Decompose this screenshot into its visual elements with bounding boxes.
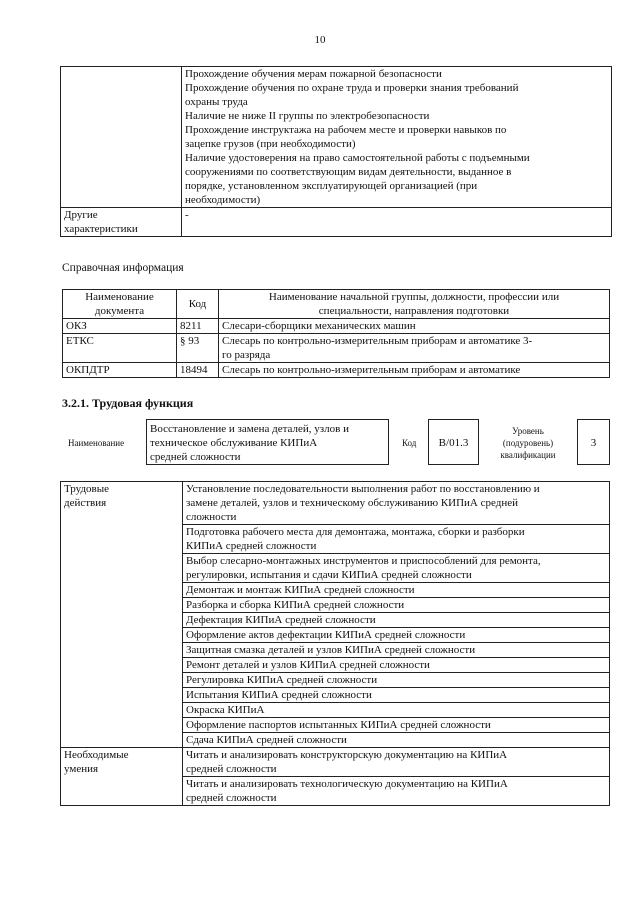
- label-line: Необходимые: [64, 749, 129, 761]
- labor-action: [183, 525, 610, 554]
- section-title: 3.2.1. Трудовая функция: [62, 396, 194, 410]
- table-row: [63, 334, 610, 363]
- requirement-line: Наличие не ниже II группы по электробезопасности: [185, 110, 430, 122]
- requirement-line: сооружениями по соответствующим видам деятельности, выданное в: [185, 166, 512, 178]
- label-line: действия: [64, 497, 107, 509]
- header-line: документа: [94, 305, 145, 317]
- action-line: регулировки, испытания и сдачи КИПиА средней сложности: [186, 569, 472, 581]
- requirements-label-cell: [61, 67, 182, 208]
- labor-action: Защитная смазка деталей и узлов КИПиА средней сложности: [183, 643, 610, 658]
- requirements-table: [60, 66, 612, 237]
- reference-table: [62, 289, 610, 378]
- function-name-line: техническое обслуживание КИПиА: [150, 437, 318, 449]
- function-name-line: Восстановление и замена деталей, узлов и: [150, 423, 349, 435]
- ref-name: Слесари-сборщики механических машин: [219, 319, 610, 334]
- ref-doc: ОКПДТР: [63, 363, 177, 378]
- qualification-level-label: [485, 425, 571, 461]
- ref-header-code: Код: [177, 290, 219, 319]
- requirement-line: Прохождение инструктажа на рабочем месте и проверки навыков по: [185, 124, 507, 136]
- labor-action: Разборка и сборка КИПиА средней сложности: [183, 598, 610, 613]
- ref-name: [219, 334, 610, 363]
- table-row: [61, 482, 610, 525]
- label-line: умения: [64, 763, 99, 775]
- function-code-label: Код: [402, 438, 417, 448]
- table-row: [61, 748, 610, 777]
- labor-action: Испытания КИПиА средней сложности: [183, 688, 610, 703]
- other-label-line: Другие: [64, 209, 98, 221]
- labor-action: Оформление паспортов испытанных КИПиА средней сложности: [183, 718, 610, 733]
- labor-action: Демонтаж и монтаж КИПиА средней сложности: [183, 583, 610, 598]
- qualification-level: 3: [577, 419, 610, 465]
- labor-action: [183, 554, 610, 583]
- action-line: Выбор слесарно-монтажных инструментов и приспособлений для ремонта,: [186, 555, 541, 567]
- skill-line: средней сложности: [186, 792, 277, 804]
- requirement-line: зацепке грузов (при необходимости): [185, 138, 356, 150]
- other-characteristics-value: -: [182, 208, 612, 237]
- table-row: [63, 363, 610, 378]
- ref-name-line: Слесарь по контрольно-измерительным приборам и автоматике 3-: [222, 335, 533, 347]
- ref-code: 18494: [177, 363, 219, 378]
- action-line: замене деталей, узлов и техническому обслуживанию КИПиА средней: [186, 497, 518, 509]
- function-name-label: Наименование: [68, 438, 125, 448]
- labor-action: Дефектация КИПиА средней сложности: [183, 613, 610, 628]
- ref-header-name: [219, 290, 610, 319]
- ref-code: § 93: [177, 334, 219, 363]
- ref-name: Слесарь по контрольно-измерительным приборам и автоматике: [219, 363, 610, 378]
- labor-action: Окраска КИПиА: [183, 703, 610, 718]
- ref-header-document: [63, 290, 177, 319]
- level-label-line: (подуровень): [502, 438, 554, 448]
- labor-action: Регулировка КИПиА средней сложности: [183, 673, 610, 688]
- ref-name-line: го разряда: [222, 349, 271, 361]
- requirement-line: Прохождение обучения по охране труда и проверки знания требований: [185, 82, 519, 94]
- required-skill: [183, 777, 610, 806]
- labor-action: [183, 482, 610, 525]
- requirement-line: необходимости): [185, 194, 261, 206]
- action-line: Установление последовательности выполнения работ по восстановлению и: [186, 483, 540, 495]
- requirement-line: охраны труда: [185, 96, 248, 108]
- page-number: 10: [314, 34, 326, 46]
- function-name-line: средней сложности: [150, 451, 241, 463]
- requirements-cell: [182, 67, 612, 208]
- labor-actions-label: [61, 482, 183, 748]
- header-line: Наименование начальной группы, должности, профессии или: [268, 291, 560, 303]
- labor-actions-table: [60, 481, 610, 806]
- required-skill: [183, 748, 610, 777]
- other-characteristics-label: [61, 208, 182, 237]
- requirement-line: порядке, установленном эксплуатирующей организацией (при: [185, 180, 478, 192]
- labor-action: Ремонт деталей и узлов КИПиА средней сложности: [183, 658, 610, 673]
- skill-line: Читать и анализировать технологическую документацию на КИПиА: [186, 778, 508, 790]
- header-line: Наименование: [85, 291, 154, 303]
- level-label-line: Уровень: [512, 426, 544, 436]
- skill-line: средней сложности: [186, 763, 277, 775]
- function-code: В/01.3: [428, 419, 479, 465]
- action-line: сложности: [186, 511, 237, 523]
- labor-action: Оформление актов дефектации КИПиА средней сложности: [183, 628, 610, 643]
- other-label-line: характеристики: [64, 223, 138, 235]
- required-skills-label: [61, 748, 183, 806]
- table-row: [63, 319, 610, 334]
- function-name-box: [146, 419, 389, 465]
- header-line: специальности, направления подготовки: [318, 305, 510, 317]
- ref-doc: ЕТКС: [63, 334, 177, 363]
- level-label-line: квалификации: [500, 450, 556, 460]
- skill-line: Читать и анализировать конструкторскую документацию на КИПиА: [186, 749, 508, 761]
- label-line: Трудовые: [64, 483, 110, 495]
- action-line: КИПиА средней сложности: [186, 540, 317, 552]
- requirement-line: Прохождение обучения мерам пожарной безопасности: [185, 68, 442, 80]
- action-line: Подготовка рабочего места для демонтажа, монтажа, сборки и разборки: [186, 526, 525, 538]
- labor-action: Сдача КИПиА средней сложности: [183, 733, 610, 748]
- ref-code: 8211: [177, 319, 219, 334]
- requirement-line: Наличие удостоверения на право самостоятельной работы с подъемными: [185, 152, 530, 164]
- ref-doc: ОКЗ: [63, 319, 177, 334]
- reference-title: Справочная информация: [62, 262, 184, 274]
